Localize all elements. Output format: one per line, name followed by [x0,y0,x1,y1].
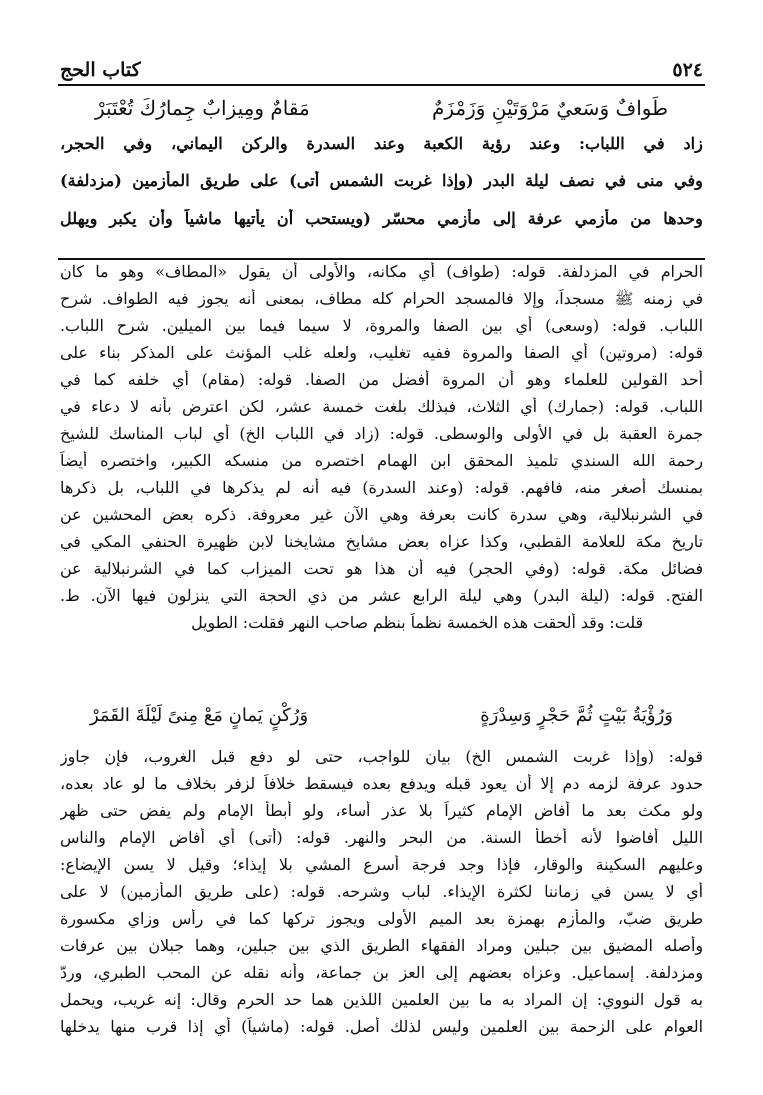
commentary-line: في زمنه ﷺ مسجداً، وإلا فالمسجد الحرام كله مطاف، بمعنى أنه يجوز فيه الطواف. شرح [60,289,703,308]
main-text-line: زاد في اللباب: وعند رؤية الكعبة وعند السدرة والركن اليماني، وفي الحجر، [60,134,703,153]
book-title: كتاب الحج [60,59,141,81]
commentary-line: وعليهم السكينة والوقار، فإذا وجد فرجة أسرع المشي بلا إيذاء؛ وقيل لا يسن الإيضاع: [60,855,703,874]
commentary-line: بمنسك أصغر منه، فافهم. قوله: (وعند السدرة) فيه أنه لم يذكرها في اللباب، بل ذكرها [60,478,703,497]
commentary-line: فضائل مكة. قوله: (وفي الحجر) فيه أن هذا هو تحت الميزاب كما في الشرنبلالية عن [60,559,703,578]
poem-hemistich-right: طَوافٌ وَسَعيٌ مَرْوَتَيْنِ وَزَمْزَمٌ [431,96,668,120]
commentary-line: ولو مكث بعد ما أفاض الإمام كثيراً بلا عذر أساء، ولو أبطأ الإمام ولم يفض حتى ظهر [60,801,703,820]
poem-hemistich-left: مَقامٌ ومِيزابٌ جِمارُكَ تُعْتَبَرْ [95,96,310,120]
commentary-line: الحرام في المزدلفة. قوله: (طواف) أي مكانه، والأولى أن يقول «المطاف» وهو ما كان [60,262,703,281]
commentary-line: أحد القولين للعلماء وهو أن المروة أفضل من الصفا. قوله: (مقام) أي خلفه كما في [60,370,703,389]
poem-hemistich-right: وَرُؤْيَةُ بَيْتٍ ثُمَّ حَجْرٍ وَسِدْرَةٍ [480,705,673,726]
commentary-line: جمرة العقبة بل في الأولى والوسطى. قوله: (زاد في اللباب الخ) أي لباب المناسك للشيخ [60,424,703,443]
page-header [60,52,703,82]
poem-verse-top [95,92,668,124]
commentary-line: العوام على الزحمة بين العلمين وليس لذلك أصل. قوله: (ماشياً) أي إذا قرب منها يدخلها [60,1017,703,1036]
page-number: ٥٢٤ [672,59,703,81]
main-text-divider [58,258,705,260]
poem-verse-bottom [90,700,673,732]
header-divider [58,84,705,86]
commentary-line: الليل أفاضوا لأنه أخطأ السنة. من البحر والنهر. قوله: (أتى) أي أفاض الإمام والناس [60,828,703,847]
commentary-line: تاريخ مكة للعلامة القطبي، وكذا عزاه بعض مشايخ مشايخنا لابن ظهيرة الحنفي المكي في [60,532,703,551]
commentary-line: في الشرنبلالية، وهي سدرة كانت بعرفة وهي الآن غير معروفة. ذكره بعض المحشين عن [60,505,703,524]
commentary-line: أي لا يسن في زماننا لكثرة الإيذاء. لباب وشرحه. قوله: (على طريق المأزمين) لا على [60,882,703,901]
note-intro: قلت: وقد ألحقت هذه الخمسة نظماً بنظم صاحب النهر فقلت: الطويل [191,613,643,632]
commentary-line: وأصله المضيق بين جبلين ومراد الفقهاء الطريق الذي بين جبلين، وهما جبلان بين عرفات [60,936,703,955]
commentary-line: الفتح. قوله: (ليلة البدر) وهي ليلة الرابع عشر من ذي الحجة التي ينزلون فيها الآن. ط. [60,586,703,605]
poem-hemistich-left: وَرُكْنٍ يَمانٍ مَعْ مِنىً لَيْلَةَ القَمَرْ [90,705,309,726]
commentary-line: قوله: (مروتين) أي الصفا والمروة ففيه تغليب، ولعله غلب المؤنث على المذكر بناء على [60,343,703,362]
main-text-line: وحدها من مأزمي عرفة إلى مأزمي محسّر (ويستحب أن يأتيها ماشياً وأن يكبر ويهلل [60,209,703,228]
commentary-line: ومزدلفة. إسماعيل. وعزاه بعضهم إلى العز بن جماعة، وأنه نقله عن المحب الطبري، وردّ [60,963,703,982]
commentary-line: رحمة الله السندي تلميذ المحقق ابن الهمام اختصره من منسكه الكبير، واختصره أيضاً [60,451,703,470]
commentary-line: حدود عرفة لزمه دم إلا أن يعود قبله ويدفع بعده فيسقط خلافاً لزفر بخلاف ما لو عاد بعده، [60,774,703,793]
commentary-line: قوله: (وإذا غربت الشمس الخ) بيان للواجب، حتى لو دفع قبل الغروب، فإن جاوز [60,747,703,766]
commentary-line: اللباب. قوله: (جمارك) أي الثلاث، فبذلك بلغت خمسة عشر، لكن اعترض بأنه لا دعاء في [60,397,703,416]
commentary-line: اللباب. قوله: (وسعى) أي بين الصفا والمروة، لا سيما فيما بين الميلين. شرح اللباب. [60,316,703,335]
main-text-line: وفي منى في نصف ليلة البدر (وإذا غربت الشمس أتى) على طريق المأزمين (مزدلفة) [60,171,703,190]
commentary-line: طريق ضبّ، والمأزم بهمزة بعد الميم الأولى ويجوز تركها كما في رأس وزاي مكسورة [60,909,703,928]
commentary-line: به قول النووي: إن المراد به ما بين العلمين اللذين هما حد الحرم وقال: إنه غريب، ويحمل [60,990,703,1009]
